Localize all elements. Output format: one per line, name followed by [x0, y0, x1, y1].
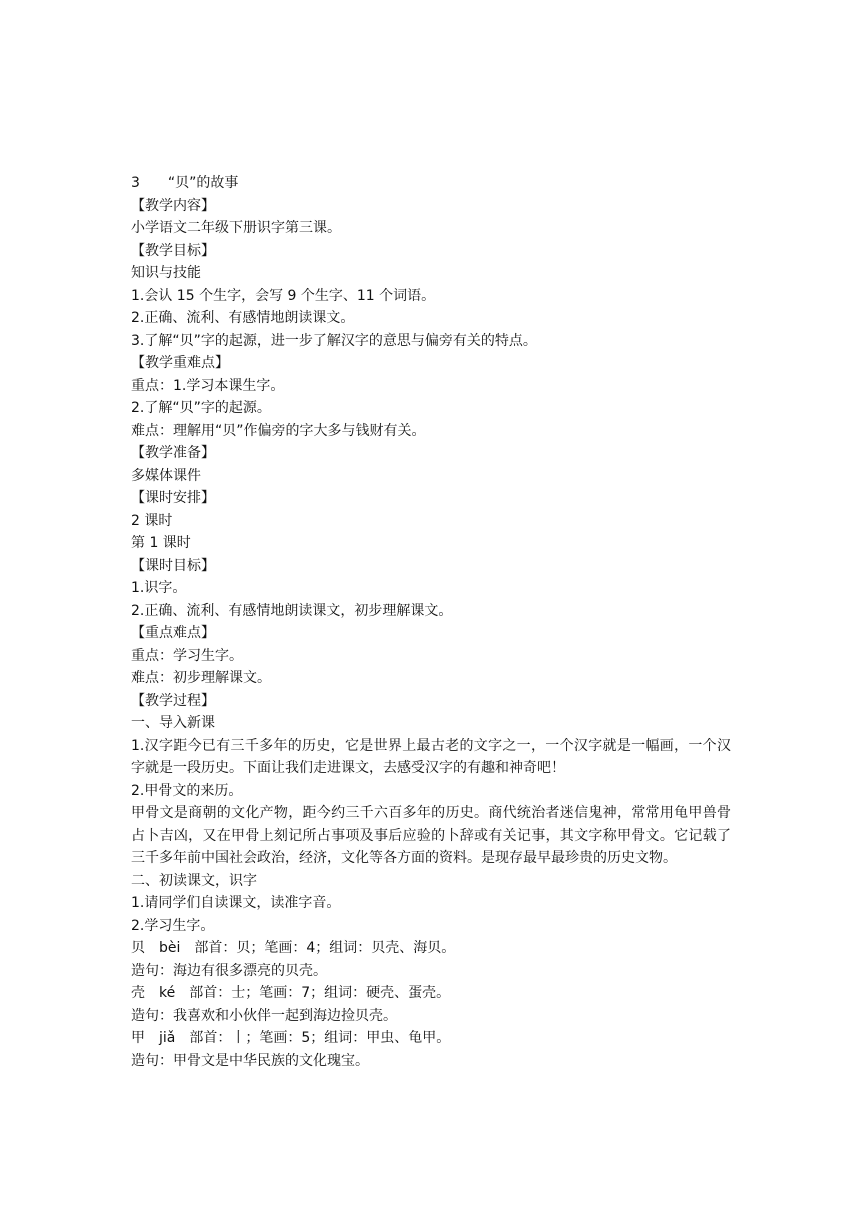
lesson-key-point: 重点：学习生字。	[131, 647, 243, 664]
heading-process: 【教学过程】	[131, 692, 215, 709]
heading-lesson-goals: 【课时目标】	[131, 557, 215, 574]
goal-item: 1.会认 15 个生字，会写 9 个生字、11 个词语。	[131, 287, 436, 304]
character-info: 部首：士；笔画：7；组词：硬壳、蛋壳。	[189, 985, 451, 1001]
pinyin: jiǎ	[159, 1030, 176, 1046]
lesson-title-text: “贝”的故事	[167, 175, 239, 191]
heading-lesson-key: 【重点难点】	[131, 625, 215, 641]
character: 贝	[131, 940, 145, 956]
paragraph: 1.请同学们自读课文，读准字音。	[131, 895, 341, 911]
lesson-difficulty: 难点：初步理解课文。	[131, 670, 271, 686]
heading-content: 【教学内容】	[131, 197, 215, 214]
example-sentence: 造句：甲骨文是中华民族的文化瑰宝。	[131, 1052, 369, 1069]
difficulty-point: 难点：理解用“贝”作偏旁的字大多与钱财有关。	[131, 422, 426, 439]
key-point: 重点：1.学习本课生字。	[131, 377, 285, 394]
lesson-goal: 2.正确、流利、有感情地朗读课文，初步理解课文。	[131, 602, 453, 619]
example-sentence: 造句：海边有很多漂亮的贝壳。	[131, 962, 327, 979]
pinyin: bèi	[159, 940, 181, 956]
character-info: 部首：丨；笔画：5；组词：甲虫、龟甲。	[189, 1030, 451, 1046]
character-entry	[131, 1027, 731, 1050]
paragraph: 甲骨文是商朝的文化产物，距今约三千六百多年的历史。商代统治者迷信鬼神，常常用龟甲兽骨占卜吉凶，又在甲骨上刻记所占事项及事后应验的卜辞或有关记事，其文字称甲骨文。它记载了三千多年前中国社会政治，经济，文化等各方面的资料。是现存最早最珍贵的历史文物。	[131, 805, 731, 866]
heading-goals: 【教学目标】	[131, 242, 215, 259]
character-info: 部首：贝；笔画：4；组词：贝壳、海贝。	[194, 940, 456, 956]
paragraph: 2.甲骨文的来历。	[131, 782, 243, 799]
paragraph: 2.学习生字。	[131, 917, 215, 934]
character: 甲	[131, 1030, 145, 1046]
heading-schedule: 【课时安排】	[131, 490, 215, 506]
schedule-text: 2 课时	[131, 512, 173, 529]
key-point: 2.了解“贝”字的起源。	[131, 400, 271, 416]
document-page	[131, 172, 731, 1072]
example-sentence: 造句：我喜欢和小伙伴一起到海边捡贝壳。	[131, 1007, 397, 1024]
section-title: 一、导入新课	[131, 715, 215, 731]
content-text: 小学语文二年级下册识字第三课。	[131, 220, 341, 236]
character: 壳	[131, 985, 145, 1001]
character-entry	[131, 937, 731, 960]
lesson-goal: 1.识字。	[131, 580, 187, 596]
goal-item: 3.了解“贝”字的起源，进一步了解汉字的意思与偏旁有关的特点。	[131, 332, 537, 349]
pinyin: ké	[159, 985, 176, 1001]
character-entry	[131, 982, 731, 1005]
paragraph: 1.汉字距今已有三千多年的历史，它是世界上最古老的文字之一，一个汉字就是一幅画，一个汉字就是一段历史。下面让我们走进课文，去感受汉字的有趣和神奇吧！	[131, 737, 731, 776]
preparation-text: 多媒体课件	[131, 467, 201, 484]
lesson-title	[131, 172, 731, 195]
goal-item: 2.正确、流利、有感情地朗读课文。	[131, 310, 355, 326]
lesson-number: 3	[131, 175, 140, 191]
heading-preparation: 【教学准备】	[131, 445, 215, 461]
knowledge-skills: 知识与技能	[131, 265, 201, 281]
heading-key-points: 【教学重难点】	[131, 355, 229, 371]
section-title: 二、初读课文，识字	[131, 872, 257, 889]
lesson-period: 第 1 课时	[131, 535, 191, 551]
